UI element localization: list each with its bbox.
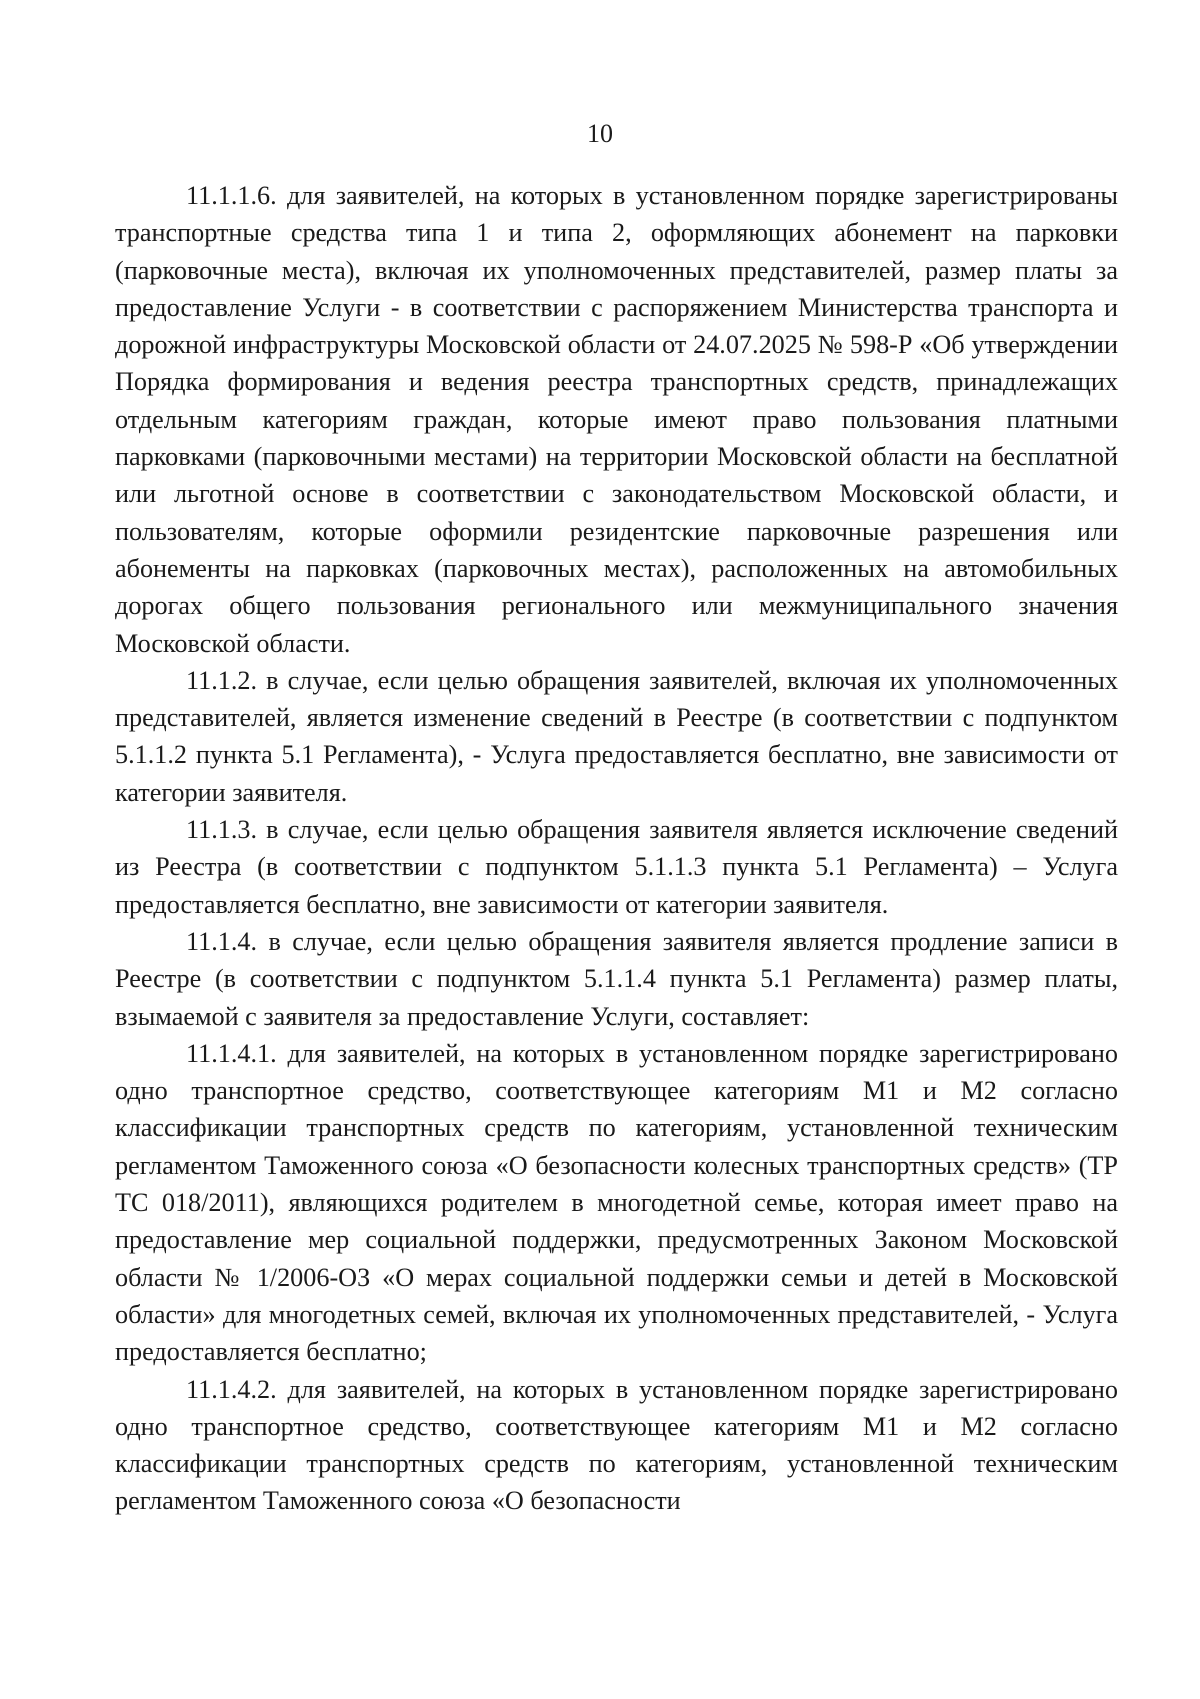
document-body [115,177,1118,1520]
paragraph-11-1-4-2: 11.1.4.2. для заявителей, на которых в установленном порядке зарегистрировано одно транспортное средство, соответствующее категориям М1 и М2 согласно классификации транспортных средств по категориям, установленной техническим регламентом Таможенного союза «О безопасности [115,1374,1118,1516]
paragraph-11-1-4: 11.1.4. в случае, если целью обращения заявителя является продление записи в Реестре (в соответствии с подпунктом 5.1.1.4 пункта 5.1 Регламента) размер платы, взымаемой с заявителя за предоставление Услуги, составляет: [115,926,1118,1031]
paragraph-11-1-4-1: 11.1.4.1. для заявителей, на которых в установленном порядке зарегистрировано одно транспортное средство, соответствующее категориям М1 и М2 согласно классификации транспортных средств по категориям, установленной техническим регламентом Таможенного союза «О безопасности колесных транспортных средств» (ТР ТС 018/2011), являющихся родителем в многодетной семье, которая имеет право на предоставление мер социальной поддержки, предусмотренных Законом Московской области № 1/2006-ОЗ «О мерах социальной поддержки семьи и детей в Московской области» для многодетных семей, включая их уполномоченных представителей, - Услуга предоставляется бесплатно; [115,1038,1118,1367]
paragraph-11-1-1-6: 11.1.1.6. для заявителей, на которых в установленном порядке зарегистрированы транспортные средства типа 1 и типа 2, оформляющих абонемент на парковки (парковочные места), включая их уполномоченных представителей, размер платы за предоставление Услуги - в соответствии с распоряжением Министерства транспорта и дорожной инфраструктуры Московской области от 24.07.2025 № 598-Р «Об утверждении Порядка формирования и ведения реестра транспортных средств, принадлежащих отдельным категориям граждан, которые имеют право пользования платными парковками (парковочными местами) на территории Московской области на бесплатной или льготной основе в соответствии с законодательством Московской области, и пользователям, которые оформили резидентские парковочные разрешения или абонементы на парковках (парковочных местах), расположенных на автомобильных дорогах общего пользования регионального или межмуниципального значения Московской области. [115,181,1118,658]
paragraph-11-1-3: 11.1.3. в случае, если целью обращения заявителя является исключение сведений из Реестра (в соответствии с подпунктом 5.1.1.3 пункта 5.1 Регламента) – Услуга предоставляется бесплатно, вне зависимости от категории заявителя. [115,815,1118,919]
page-number: 10 [587,119,613,148]
paragraph-11-1-2: 11.1.2. в случае, если целью обращения заявителей, включая их уполномоченных представителей, является изменение сведений в Реестре (в соответствии с подпунктом 5.1.1.2 пункта 5.1 Регламента), - Услуга предоставляется бесплатно, вне зависимости от категории заявителя. [115,665,1118,807]
